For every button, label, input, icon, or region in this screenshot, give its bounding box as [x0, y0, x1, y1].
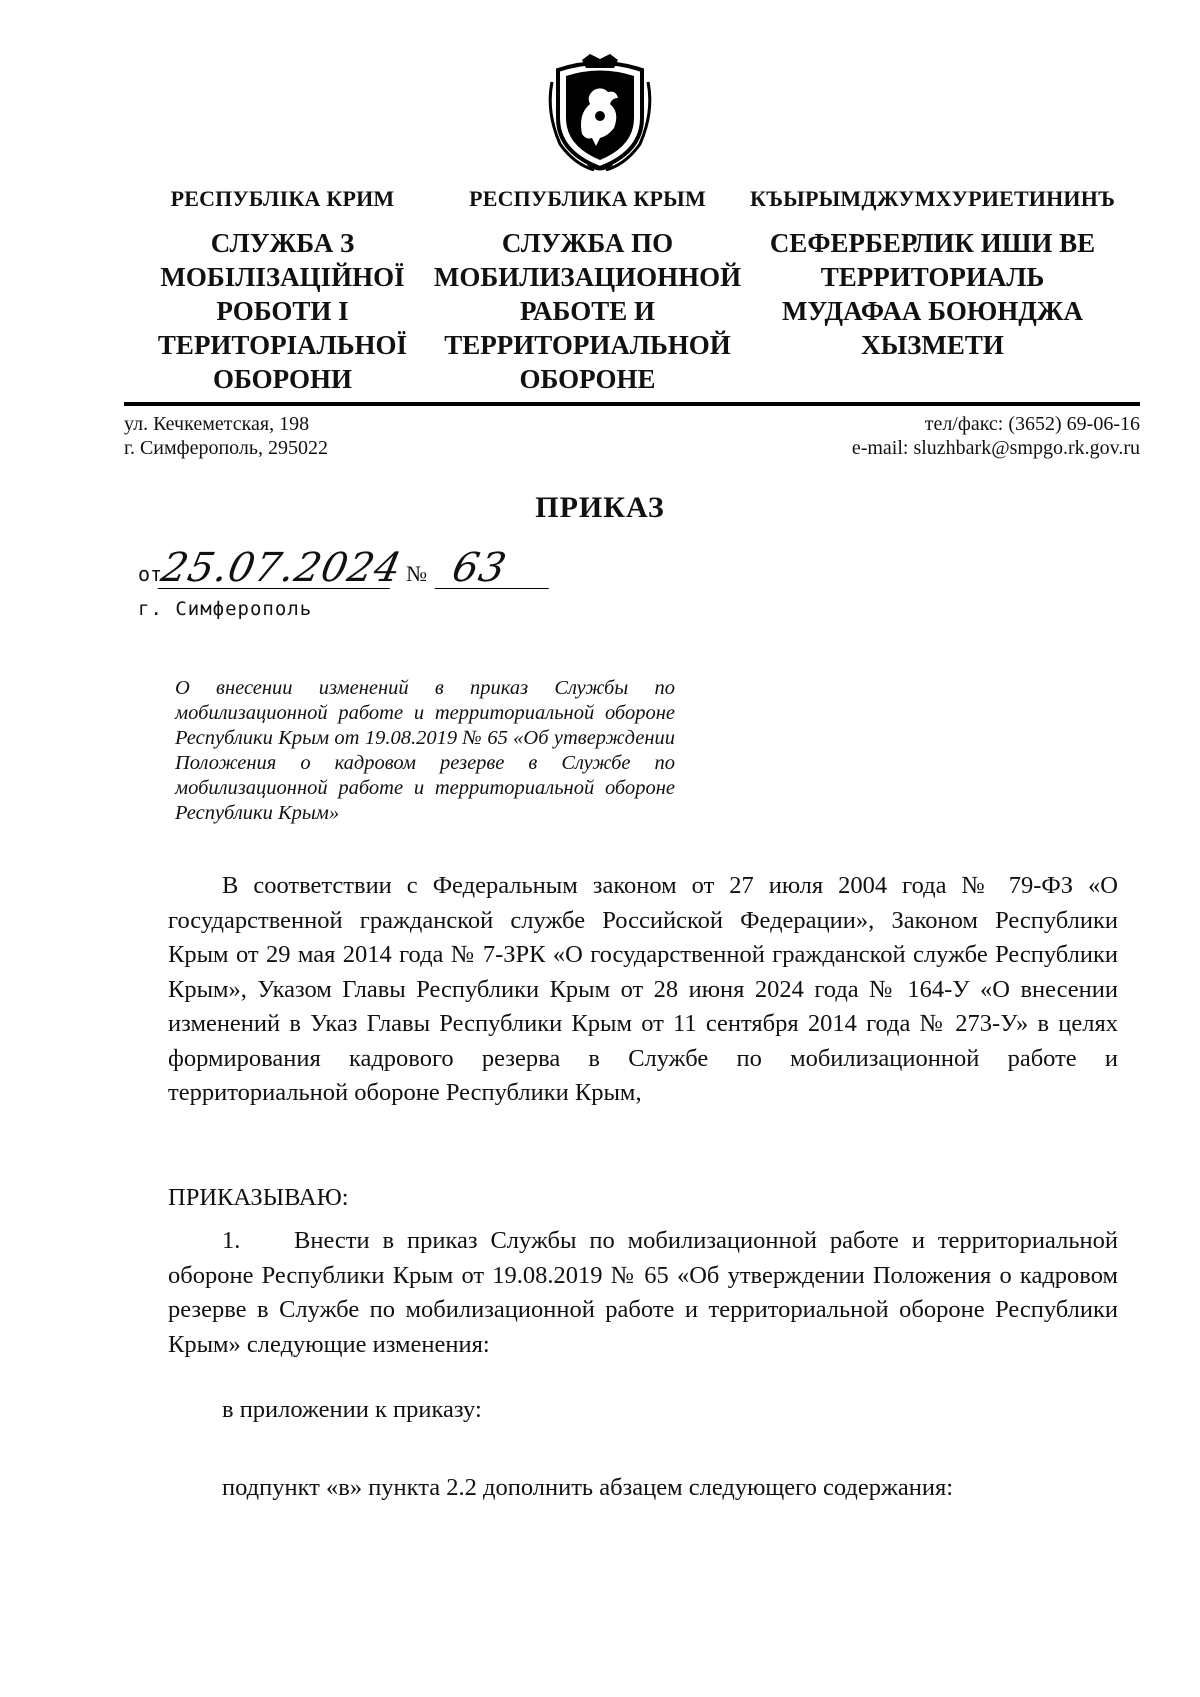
subpoint-paragraph: подпункт «в» пункта 2.2 дополнить абзацем следующего содержания: [222, 1474, 954, 1501]
service-name-crh [750, 226, 1115, 362]
service-line: МОБИЛИЗАЦИОННОЙ [433, 262, 742, 292]
contact-info [852, 412, 1140, 460]
document-title: ПРИКАЗ [535, 491, 665, 524]
header-column-russian [425, 186, 750, 396]
service-line: МУДАФАА БОЮНДЖА [781, 296, 1084, 326]
document-city: г. Симферополь [138, 598, 313, 620]
country-name-ua: РЕСПУБЛІКА КРИМ [170, 186, 395, 211]
preamble-paragraph: В соответствии с Федеральным законом от 27 июля 2004 года № 79-ФЗ «О государственной гражданской службе Российской Федерации», Законом Республики Крым от 29 мая 2014 года № 7-ЗРК «О государственной гражданской службе Республики Крым», Указом Главы Республики Крым от 28 июня 2024 года № 164-У «О внесении изменений в Указ Главы Республики Крым от 11 сентября 2014 года № 273-У» в целях формирования кадрового резерва в Службе по мобилизационной работе и территориальной обороне Республики Крым, [168, 872, 1118, 1106]
service-line: СЛУЖБА З [210, 228, 355, 258]
header-column-crimean-tatar [750, 186, 1115, 362]
handwritten-date: 25.07.2024 [157, 545, 407, 591]
street-address: ул. Кечкеметская, 198 [124, 413, 310, 435]
service-line: ОБОРОНИ [212, 364, 352, 394]
item-text: Внести в приказ Службы по мобилизационной работе и территориальной обороне Республики Крым от 19.08.2019 № 65 «Об утверждении Положения о кадровом резерве в Службе по мобилизационной работе и территориальной обороне Республики Крым» следующие изменения: [168, 1227, 1118, 1358]
service-line: МОБІЛІЗАЦІЙНОЇ [160, 262, 405, 292]
email-address: e-mail: sluzhbark@smpgo.rk.gov.ru [851, 437, 1140, 459]
city-zip: г. Симферополь, 295022 [124, 437, 329, 459]
service-name-ru [425, 226, 750, 396]
handwritten-number: 63 [435, 548, 558, 589]
document-subject: О внесении изменений в приказ Службы по мобилизационной работе и территориальной обороне Республики Крым от 19.08.2019 № 65 «Об утверждении Положения о кадровом резерве в Службе по мобилизационной работе и территориальной обороне Республики Крым» [175, 677, 675, 824]
date-number-line [138, 545, 553, 591]
service-line: ХЫЗМЕТИ [861, 330, 1004, 360]
header-divider [124, 402, 1140, 406]
annex-paragraph: в приложении к приказу: [222, 1396, 482, 1423]
order-directive: ПРИКАЗЫВАЮ: [168, 1184, 349, 1211]
order-item-1 [168, 1224, 1118, 1362]
service-line: РАБОТЕ И [520, 296, 655, 326]
service-line: ТЕРИТОРІАЛЬНОЇ [157, 330, 408, 360]
country-name-ru: РЕСПУБЛИКА КРЫМ [469, 186, 706, 211]
header-column-ukrainian [140, 186, 425, 396]
phone-fax: тел/факс: (3652) 69-06-16 [924, 413, 1140, 435]
service-line: ТЕРРИТОРИАЛЬ [820, 262, 1045, 292]
service-line: СЛУЖБА ПО [501, 228, 674, 258]
service-line: РОБОТИ І [216, 296, 349, 326]
postal-address [124, 412, 328, 460]
service-line: СЕФЕРБЕРЛИК ИШИ ВЕ [769, 228, 1096, 258]
service-name-ua [140, 226, 425, 396]
item-number: 1. [222, 1227, 241, 1254]
date-prefix: от [138, 562, 163, 586]
country-name-crh: КЪЫРЫМДЖУМХУРИЕТИНИНЪ [750, 186, 1116, 211]
coat-of-arms-emblem [538, 52, 662, 174]
service-line: ТЕРРИТОРИАЛЬНОЙ [444, 330, 731, 360]
service-line: ОБОРОНЕ [519, 364, 656, 394]
number-sign: № [406, 561, 428, 586]
